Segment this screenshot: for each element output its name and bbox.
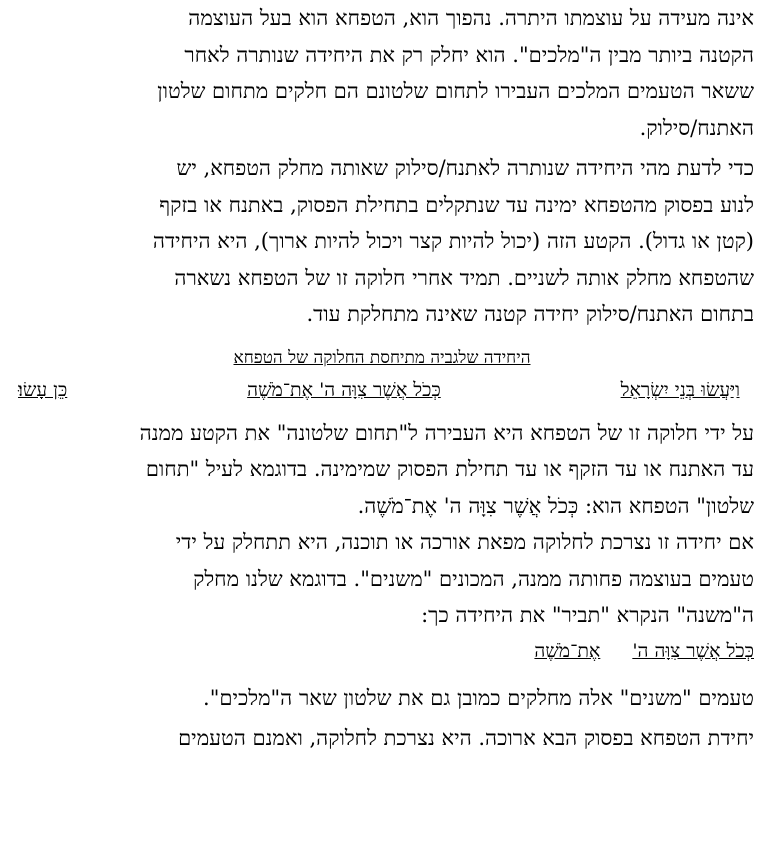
verse-segment-1: כְּכֹל אֲשֶׁר צִוָּה ה'	[632, 639, 754, 662]
text-line: בתחום האתנח/סילוק יחידה קטנה שאינה מתחלקת עוד.	[306, 302, 754, 326]
verse-example-2	[10, 634, 754, 668]
verse-example-1	[10, 373, 754, 407]
section-heading-text: היחידה שלגביה מתיחסת החלוקה של הטפחא	[233, 347, 531, 368]
text-line	[10, 488, 754, 525]
verse-segment-3: כֵּן עָשׂוּ׃	[18, 378, 68, 401]
text-line: טעמים "משנים" אלה מחלקים כמובן גם את שלטון שאר ה"מלכים".	[203, 685, 754, 710]
text-line: שהטפחא מחלק אותה לשניים. תמיד אחרי חלוקה זו של הטפחא נשארה	[174, 265, 754, 290]
document-page	[10, 0, 754, 757]
inline-verse: כְּכֹל אֲשֶׁר צִוָּה ה' אֶת־מֹשֶׁה.	[357, 493, 579, 518]
section-heading	[10, 347, 754, 369]
text-line: על ידי חלוקה זו של הטפחא היא העבירה ל"תחום שלטונה" את הקטע ממנה	[139, 420, 754, 445]
text-line: לנוע בפסוק מהטפחא ימינה עד שנתקלים בתחילת הפסוק, באתנח או בזקף	[159, 192, 754, 217]
text-line: האתנח/סילוק.	[639, 115, 754, 140]
text-line: (קטן או גדול). הקטע הזה (יכול להיות קצר ויכול להיות ארוך), היא היחידה	[152, 229, 754, 253]
verse-segment-1: וַיַּעֲשׂוּ בְּנֵי יִשְׂרָאֵל	[620, 378, 740, 401]
paragraph-5	[10, 680, 754, 717]
paragraph-3	[10, 415, 754, 525]
text-line: יחידת הטפחא בפסוק הבא ארוכה. היא נצרכת לחלוקה, ואמנם הטעמים	[178, 726, 754, 750]
text-line: אינה מעידה על עוצמתו היתרה. נהפוך הוא, הטפחא הוא בעל העוצמה	[188, 6, 754, 30]
text-line: ששאר הטעמים המלכים העבירו לתחום שלטונם הם חלקים מתחום שלטון	[157, 79, 754, 103]
inline-text: שלטון" הטפחא הוא:	[584, 493, 754, 518]
text-line: אם יחידה זו נצרכת לחלוקה מפאת אורכה או תוכנה, היא תתחלק על ידי	[175, 530, 754, 554]
paragraph-6	[10, 720, 754, 757]
verse-segment-2: אֶת־מֹשֶׁה	[534, 639, 601, 662]
paragraph-2	[10, 150, 754, 333]
text-line: עד האתנח או עד הזקף או עד תחילת הפסוק שמימינה. בדוגמא לעיל "תחום	[145, 457, 754, 481]
text-line: טעמים בעוצמה פחותה ממנה, המכונים "משנים". בדוגמא שלנו מחלק	[193, 566, 754, 591]
verse-segment-2: כְּכֹל אֲשֶׁר צִוָּה ה' אֶת־מֹשֶׁה	[247, 378, 441, 401]
paragraph-4	[10, 524, 754, 634]
text-line: הקטנה ביותר מבין ה"מלכים". הוא יחלק רק את היחידה שנותרה לאחר	[184, 42, 754, 67]
paragraph-1	[10, 0, 754, 146]
text-line: כדי לדעת מהי היחידה שנותרה לאתנח/סילוק שאותה מחלק הטפחא, יש	[176, 156, 754, 180]
text-line: ה"משנה" הנקרא "תביר" את היחידה כך:	[421, 603, 754, 627]
